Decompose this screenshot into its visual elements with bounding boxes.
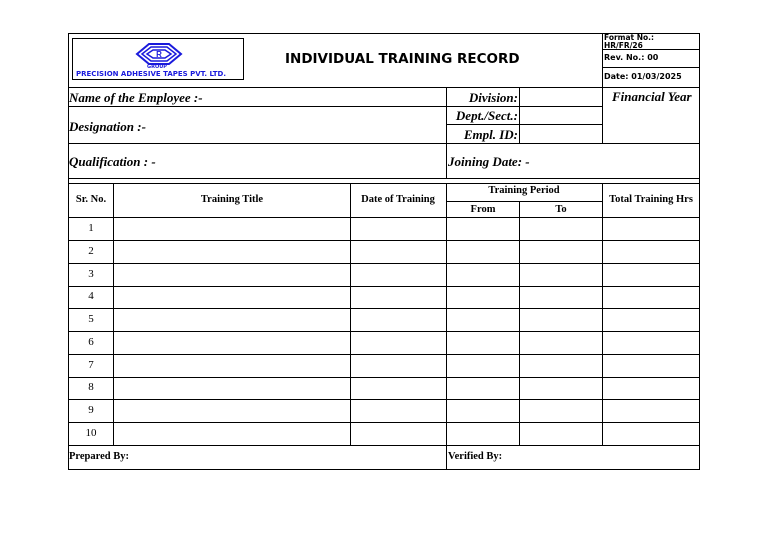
header-to: To [555,204,567,215]
grid-line [68,263,700,264]
header-from: From [470,204,496,215]
grid-line [113,183,114,445]
verified-by-label: Verified By: [448,451,503,462]
grid-line [446,87,447,178]
empl-id-label: Empl. ID: [463,127,518,142]
header-date-of-training: Date of Training [361,194,435,205]
grid-line [68,354,700,355]
logo-group-text: GROUP [147,64,167,70]
grid-line [602,33,603,87]
row-number: 9 [88,404,94,416]
grid-line [602,87,603,143]
division-label: Division: [468,90,518,105]
grid-line [68,240,700,241]
header-training-title: Training Title [200,194,264,205]
grid-line [68,143,700,144]
row-number: 10 [85,427,97,439]
designation-label: Designation :- [69,119,146,134]
header-sr-no: Sr. No. [75,194,107,205]
grid-line [68,377,700,378]
row-number: 8 [88,381,94,393]
grid-line [350,183,351,445]
row-number: 4 [88,290,94,302]
grid-line [68,308,700,309]
grid-line [68,331,700,332]
qualification-label: Qualification : - [69,154,156,169]
grid-line [602,183,603,445]
prepared-by-label: Prepared By: [69,451,129,462]
row-number: 6 [88,336,94,348]
financial-year-label: Financial Year [612,89,692,104]
header-total-hrs: Total Training Hrs [609,194,693,205]
svg-text:R: R [156,50,162,59]
company-logo-box [72,38,244,80]
row-number: 1 [88,222,94,234]
grid-line [68,106,603,107]
header-training-period: Training Period [488,185,560,196]
grid-line [68,399,700,400]
form-title: INDIVIDUAL TRAINING RECORD [285,51,520,67]
grid-line [68,286,700,287]
grid-line [519,201,520,445]
grid-line [446,201,603,202]
row-number: 5 [88,313,94,325]
row-number: 3 [88,268,94,280]
rev-no: Rev. No.: 00 [604,53,659,62]
doc-date: Date: 01/03/2025 [604,72,682,81]
format-no: Format No.: HR/FR/26 [604,33,655,50]
grid-line [446,124,603,125]
grid-line [68,87,700,88]
grid-line [519,87,520,143]
grid-line [68,178,700,179]
grid-line [68,422,700,423]
joining-date-label: Joining Date: - [448,154,530,169]
company-name: PRECISION ADHESIVE TAPES PVT. LTD. [76,70,227,78]
grid-line [68,217,700,218]
grid-line [602,67,700,68]
row-number: 2 [88,245,94,257]
grid-line [446,183,447,470]
row-number: 7 [88,359,94,371]
grid-line [68,445,700,446]
grid-line [68,183,700,184]
dept-label: Dept./Sect.: [455,108,518,123]
employee-name-label: Name of the Employee :- [69,90,203,105]
